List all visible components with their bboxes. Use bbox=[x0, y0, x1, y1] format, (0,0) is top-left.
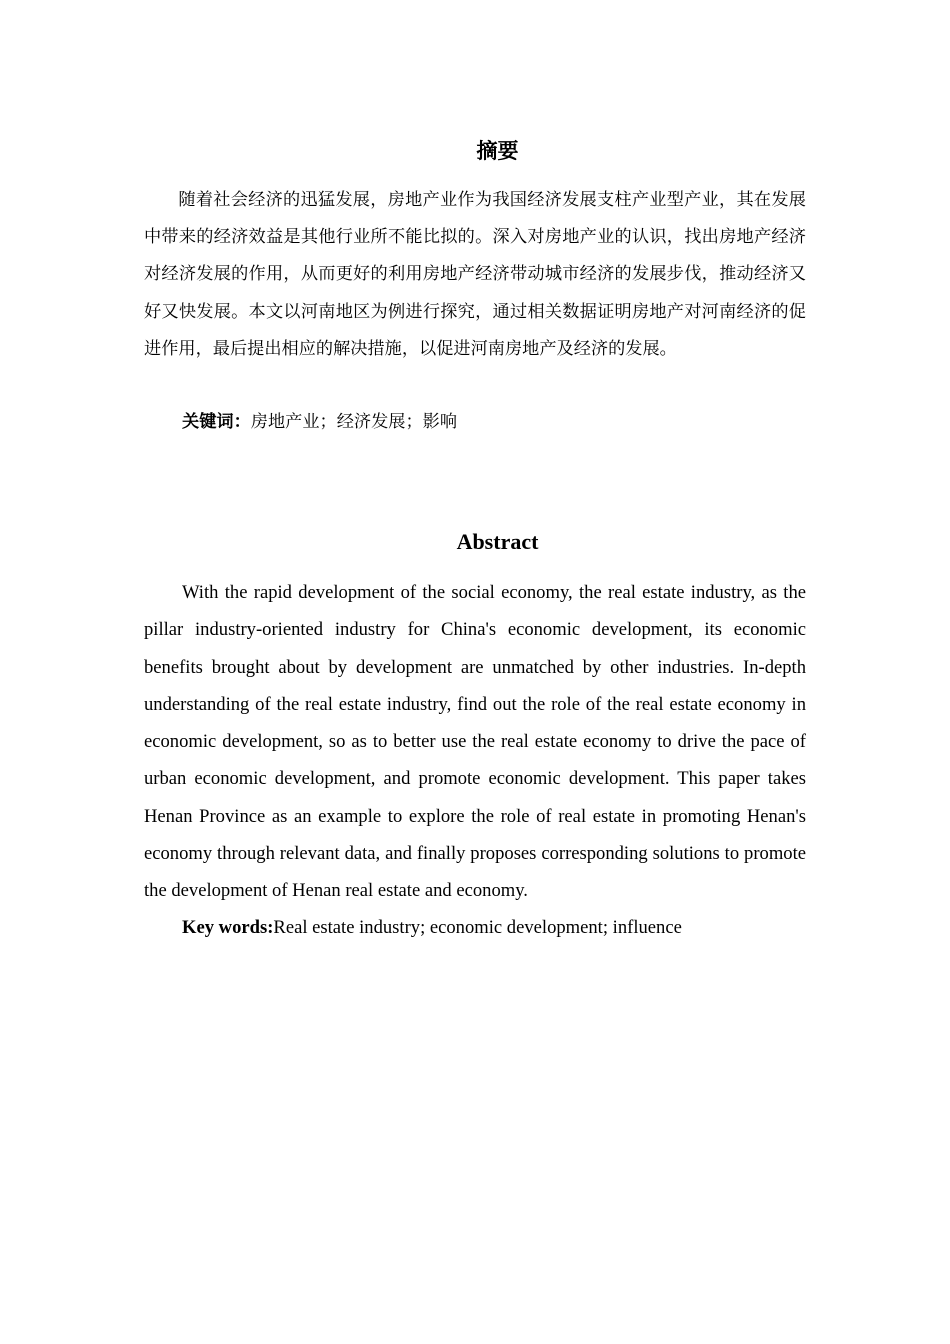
english-keywords-line bbox=[182, 909, 806, 946]
chinese-abstract-body: 随着社会经济的迅猛发展，房地产业作为我国经济发展支柱产业型产业，其在发展中带来的经济效益是其他行业所不能比拟的。深入对房地产业的认识，找出房地产经济对经济发展的作用，从而更好的利用房地产经济带动城市经济的发展步伐，推动经济又好又快发展。本文以河南地区为例进行探究，通过相关数据证明房地产对河南经济的促进作用，最后提出相应的解决措施，以促进河南房地产及经济的发展。 bbox=[144, 190, 806, 359]
english-abstract-body: With the rapid development of the social economy, the real estate industry, as the pillar industry-oriented industry for China's economic development, its economic benefits brought about by development are unmatched by other industries. In-depth understanding of the real estate industry, find out the role of the real estate economy in economic development, so as to better use the real estate economy to drive the pace of urban economic development, and promote economic development. This paper takes Henan Province as an example to explore the role of real estate in promoting Henan's economy through relevant data, and finally proposes corresponding solutions to promote the development of Henan real estate and economy. bbox=[144, 582, 806, 902]
chinese-keywords-value: 房地产业；经济发展；影响 bbox=[250, 412, 458, 432]
chinese-keywords-line bbox=[182, 404, 806, 441]
english-keywords-value: Real estate industry; economic development; influence bbox=[273, 917, 682, 938]
english-abstract-title: Abstract bbox=[456, 529, 539, 554]
english-keywords-label: Key words: bbox=[182, 917, 274, 938]
chinese-keywords-label: 关键词： bbox=[182, 412, 251, 432]
chinese-abstract-title: 摘要 bbox=[476, 139, 519, 163]
